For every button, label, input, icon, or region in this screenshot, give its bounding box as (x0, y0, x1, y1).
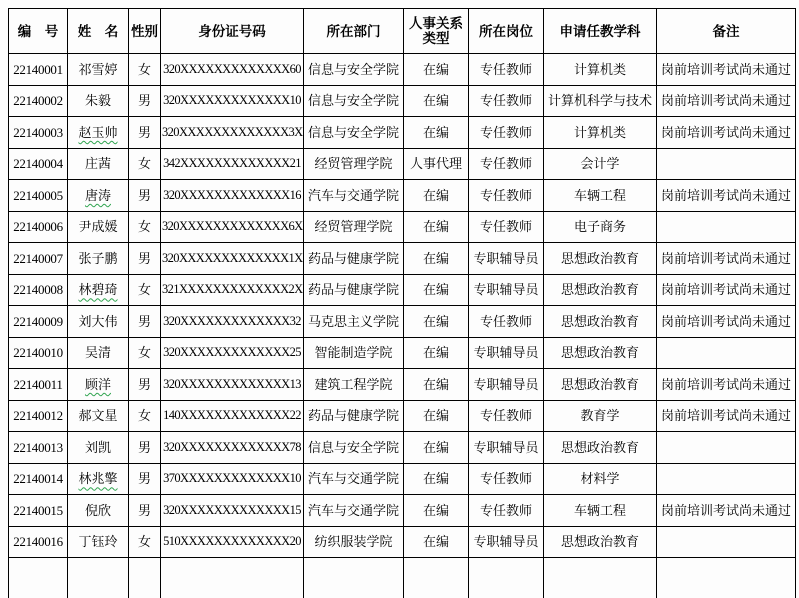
cell-remark (657, 526, 796, 558)
cell-subject: 思想政治教育 (544, 306, 657, 338)
cell-name (68, 432, 129, 464)
table-row (9, 117, 796, 149)
header-remark: 备注 (657, 9, 796, 54)
cell-id-number: 140XXXXXXXXXXXXX22 (161, 400, 304, 432)
cell-relation: 在编 (404, 211, 469, 243)
name-text-misspelled: 林碧琦 (78, 282, 118, 298)
cell-position: 专任教师 (469, 211, 544, 243)
cell-empty (657, 558, 796, 598)
cell-gender: 男 (129, 495, 161, 527)
table-row (9, 306, 796, 338)
cell-gender: 女 (129, 337, 161, 369)
cell-department: 马克思主义学院 (304, 306, 404, 338)
cell-position: 专任教师 (469, 306, 544, 338)
cell-subject: 计算机类 (544, 117, 657, 149)
cell-empty (129, 558, 161, 598)
cell-empty (404, 558, 469, 598)
cell-subject: 车辆工程 (544, 495, 657, 527)
cell-relation: 在编 (404, 432, 469, 464)
table-row (9, 495, 796, 527)
cell-name (68, 463, 129, 495)
cell-gender: 男 (129, 85, 161, 117)
name-text-misspelled: 赵玉帅 (78, 124, 118, 140)
cell-remark (657, 211, 796, 243)
cell-position: 专职辅导员 (469, 526, 544, 558)
header-position: 所在岗位 (469, 9, 544, 54)
cell-id-number: 320XXXXXXXXXXXXX32 (161, 306, 304, 338)
cell-name (68, 306, 129, 338)
cell-position: 专职辅导员 (469, 243, 544, 275)
cell-id: 22140009 (9, 306, 68, 338)
cell-position: 专任教师 (469, 463, 544, 495)
cell-id-number: 321XXXXXXXXXXXXX2X (161, 274, 304, 306)
cell-id: 22140005 (9, 180, 68, 212)
cell-subject: 思想政治教育 (544, 526, 657, 558)
cell-gender: 女 (129, 400, 161, 432)
name-text: 尹成媛 (78, 219, 118, 235)
name-text-misspelled: 林兆擎 (78, 471, 118, 487)
table-row (9, 432, 796, 464)
cell-department: 药品与健康学院 (304, 274, 404, 306)
name-text-misspelled: 顾洋 (84, 376, 111, 392)
cell-gender: 男 (129, 306, 161, 338)
cell-name (68, 211, 129, 243)
cell-id: 22140013 (9, 432, 68, 464)
name-text: 吴清 (84, 345, 111, 361)
cell-name (68, 526, 129, 558)
cell-relation: 人事代理 (404, 148, 469, 180)
cell-id-number: 342XXXXXXXXXXXXX21 (161, 148, 304, 180)
cell-position: 专任教师 (469, 495, 544, 527)
cell-relation: 在编 (404, 85, 469, 117)
cell-relation: 在编 (404, 306, 469, 338)
cell-id: 22140001 (9, 54, 68, 86)
table-row (9, 54, 796, 86)
name-text: 刘大伟 (78, 313, 118, 329)
cell-id-number: 320XXXXXXXXXXXXX13 (161, 369, 304, 401)
cell-position: 专职辅导员 (469, 274, 544, 306)
cell-remark: 岗前培训考试尚未通过 (657, 306, 796, 338)
header-subject: 申请任教学科 (544, 9, 657, 54)
header-relation: 人事关系类型 (404, 9, 469, 54)
cell-gender: 男 (129, 243, 161, 275)
cell-remark: 岗前培训考试尚未通过 (657, 180, 796, 212)
cell-relation: 在编 (404, 400, 469, 432)
cell-subject: 电子商务 (544, 211, 657, 243)
cell-department: 药品与健康学院 (304, 400, 404, 432)
table-row (9, 400, 796, 432)
cell-id-number: 320XXXXXXXXXXXXX78 (161, 432, 304, 464)
cell-name (68, 337, 129, 369)
cell-id-number: 370XXXXXXXXXXXXX10 (161, 463, 304, 495)
table-row (9, 211, 796, 243)
name-text: 祁雪婷 (78, 61, 118, 77)
cell-empty (544, 558, 657, 598)
header-name: 姓 名 (68, 9, 129, 54)
cell-id: 22140006 (9, 211, 68, 243)
cell-position: 专任教师 (469, 148, 544, 180)
cell-position: 专职辅导员 (469, 369, 544, 401)
cell-id-number: 320XXXXXXXXXXXXX3X (161, 117, 304, 149)
cell-relation: 在编 (404, 337, 469, 369)
cell-gender: 男 (129, 117, 161, 149)
cell-remark: 岗前培训考试尚未通过 (657, 495, 796, 527)
cell-remark: 岗前培训考试尚未通过 (657, 274, 796, 306)
cell-id-number: 320XXXXXXXXXXXXX10 (161, 85, 304, 117)
cell-relation: 在编 (404, 274, 469, 306)
cell-gender: 女 (129, 54, 161, 86)
cell-department: 药品与健康学院 (304, 243, 404, 275)
table-row (9, 274, 796, 306)
table-row (9, 463, 796, 495)
cell-id-number: 320XXXXXXXXXXXXX15 (161, 495, 304, 527)
cell-subject: 思想政治教育 (544, 432, 657, 464)
cell-remark: 岗前培训考试尚未通过 (657, 117, 796, 149)
header-id: 编 号 (9, 9, 68, 54)
cell-gender: 女 (129, 211, 161, 243)
cell-position: 专任教师 (469, 54, 544, 86)
cell-subject: 会计学 (544, 148, 657, 180)
personnel-table (8, 8, 796, 598)
cell-relation: 在编 (404, 526, 469, 558)
cell-remark: 岗前培训考试尚未通过 (657, 243, 796, 275)
cell-position: 专任教师 (469, 400, 544, 432)
cell-id: 22140016 (9, 526, 68, 558)
cell-name (68, 180, 129, 212)
cell-department: 信息与安全学院 (304, 432, 404, 464)
cell-empty (304, 558, 404, 598)
cell-department: 信息与安全学院 (304, 117, 404, 149)
name-text: 张子鹏 (78, 250, 118, 266)
cell-id: 22140015 (9, 495, 68, 527)
name-text: 倪欣 (84, 502, 111, 518)
cell-id-number: 320XXXXXXXXXXXXX6X (161, 211, 304, 243)
cell-id-number: 320XXXXXXXXXXXXX25 (161, 337, 304, 369)
table-row (9, 243, 796, 275)
cell-empty (469, 558, 544, 598)
cell-empty (9, 558, 68, 598)
cell-id: 22140004 (9, 148, 68, 180)
cell-id: 22140003 (9, 117, 68, 149)
cell-remark: 岗前培训考试尚未通过 (657, 85, 796, 117)
cell-id: 22140010 (9, 337, 68, 369)
cell-remark: 岗前培训考试尚未通过 (657, 369, 796, 401)
cell-name (68, 274, 129, 306)
cell-id: 22140012 (9, 400, 68, 432)
cell-name (68, 495, 129, 527)
cell-subject: 思想政治教育 (544, 274, 657, 306)
cell-name (68, 117, 129, 149)
cell-position: 专任教师 (469, 85, 544, 117)
cell-department: 信息与安全学院 (304, 85, 404, 117)
cell-relation: 在编 (404, 117, 469, 149)
cell-gender: 男 (129, 180, 161, 212)
cell-id-number: 510XXXXXXXXXXXXX20 (161, 526, 304, 558)
cell-position: 专职辅导员 (469, 337, 544, 369)
cell-department: 信息与安全学院 (304, 54, 404, 86)
cell-subject: 思想政治教育 (544, 243, 657, 275)
cell-position: 专职辅导员 (469, 432, 544, 464)
cell-subject: 计算机科学与技术 (544, 85, 657, 117)
cell-remark (657, 337, 796, 369)
cell-empty (161, 558, 304, 598)
cell-id: 22140011 (9, 369, 68, 401)
cell-department: 汽车与交通学院 (304, 463, 404, 495)
cell-department: 汽车与交通学院 (304, 495, 404, 527)
cell-gender: 女 (129, 274, 161, 306)
table-row (9, 148, 796, 180)
name-text: 郝文星 (78, 408, 118, 424)
cell-subject: 计算机类 (544, 54, 657, 86)
table-row (9, 85, 796, 117)
table-row (9, 337, 796, 369)
cell-relation: 在编 (404, 180, 469, 212)
cell-position: 专任教师 (469, 117, 544, 149)
header-gender: 性别 (129, 9, 161, 54)
cell-name (68, 54, 129, 86)
cell-remark: 岗前培训考试尚未通过 (657, 400, 796, 432)
cell-name (68, 243, 129, 275)
cell-gender: 女 (129, 148, 161, 180)
cell-department: 纺织服装学院 (304, 526, 404, 558)
cell-department: 汽车与交通学院 (304, 180, 404, 212)
cell-department: 经贸管理学院 (304, 211, 404, 243)
cell-empty (68, 558, 129, 598)
cell-gender: 男 (129, 463, 161, 495)
cell-remark (657, 148, 796, 180)
cell-gender: 男 (129, 432, 161, 464)
cell-id: 22140014 (9, 463, 68, 495)
name-text: 丁钰玲 (78, 534, 118, 550)
cell-id: 22140007 (9, 243, 68, 275)
cell-position: 专任教师 (469, 180, 544, 212)
cell-remark (657, 463, 796, 495)
cell-department: 经贸管理学院 (304, 148, 404, 180)
cell-gender: 女 (129, 526, 161, 558)
header-row (9, 9, 796, 54)
header-id-number: 身份证号码 (161, 9, 304, 54)
cell-relation: 在编 (404, 243, 469, 275)
cell-subject: 思想政治教育 (544, 337, 657, 369)
cell-department: 智能制造学院 (304, 337, 404, 369)
cell-name (68, 148, 129, 180)
cell-id-number: 320XXXXXXXXXXXXX16 (161, 180, 304, 212)
name-text: 庄茜 (84, 156, 111, 172)
cell-relation: 在编 (404, 369, 469, 401)
name-text: 刘凯 (84, 439, 111, 455)
cell-subject: 思想政治教育 (544, 369, 657, 401)
name-text-misspelled: 唐涛 (84, 187, 111, 203)
cell-gender: 男 (129, 369, 161, 401)
cell-subject: 教育学 (544, 400, 657, 432)
table-row (9, 369, 796, 401)
table-row (9, 180, 796, 212)
header-department: 所在部门 (304, 9, 404, 54)
cell-department: 建筑工程学院 (304, 369, 404, 401)
cell-subject: 材料学 (544, 463, 657, 495)
cell-name (68, 400, 129, 432)
cell-id-number: 320XXXXXXXXXXXXX1X (161, 243, 304, 275)
cell-name (68, 369, 129, 401)
cell-id: 22140002 (9, 85, 68, 117)
cell-name (68, 85, 129, 117)
name-text: 朱毅 (84, 93, 111, 109)
cell-id-number: 320XXXXXXXXXXXXX60 (161, 54, 304, 86)
cell-relation: 在编 (404, 495, 469, 527)
table-row (9, 526, 796, 558)
cell-subject: 车辆工程 (544, 180, 657, 212)
cell-relation: 在编 (404, 463, 469, 495)
cell-relation: 在编 (404, 54, 469, 86)
cell-remark: 岗前培训考试尚未通过 (657, 54, 796, 86)
table-row-partial (9, 558, 796, 598)
cell-remark (657, 432, 796, 464)
cell-id: 22140008 (9, 274, 68, 306)
